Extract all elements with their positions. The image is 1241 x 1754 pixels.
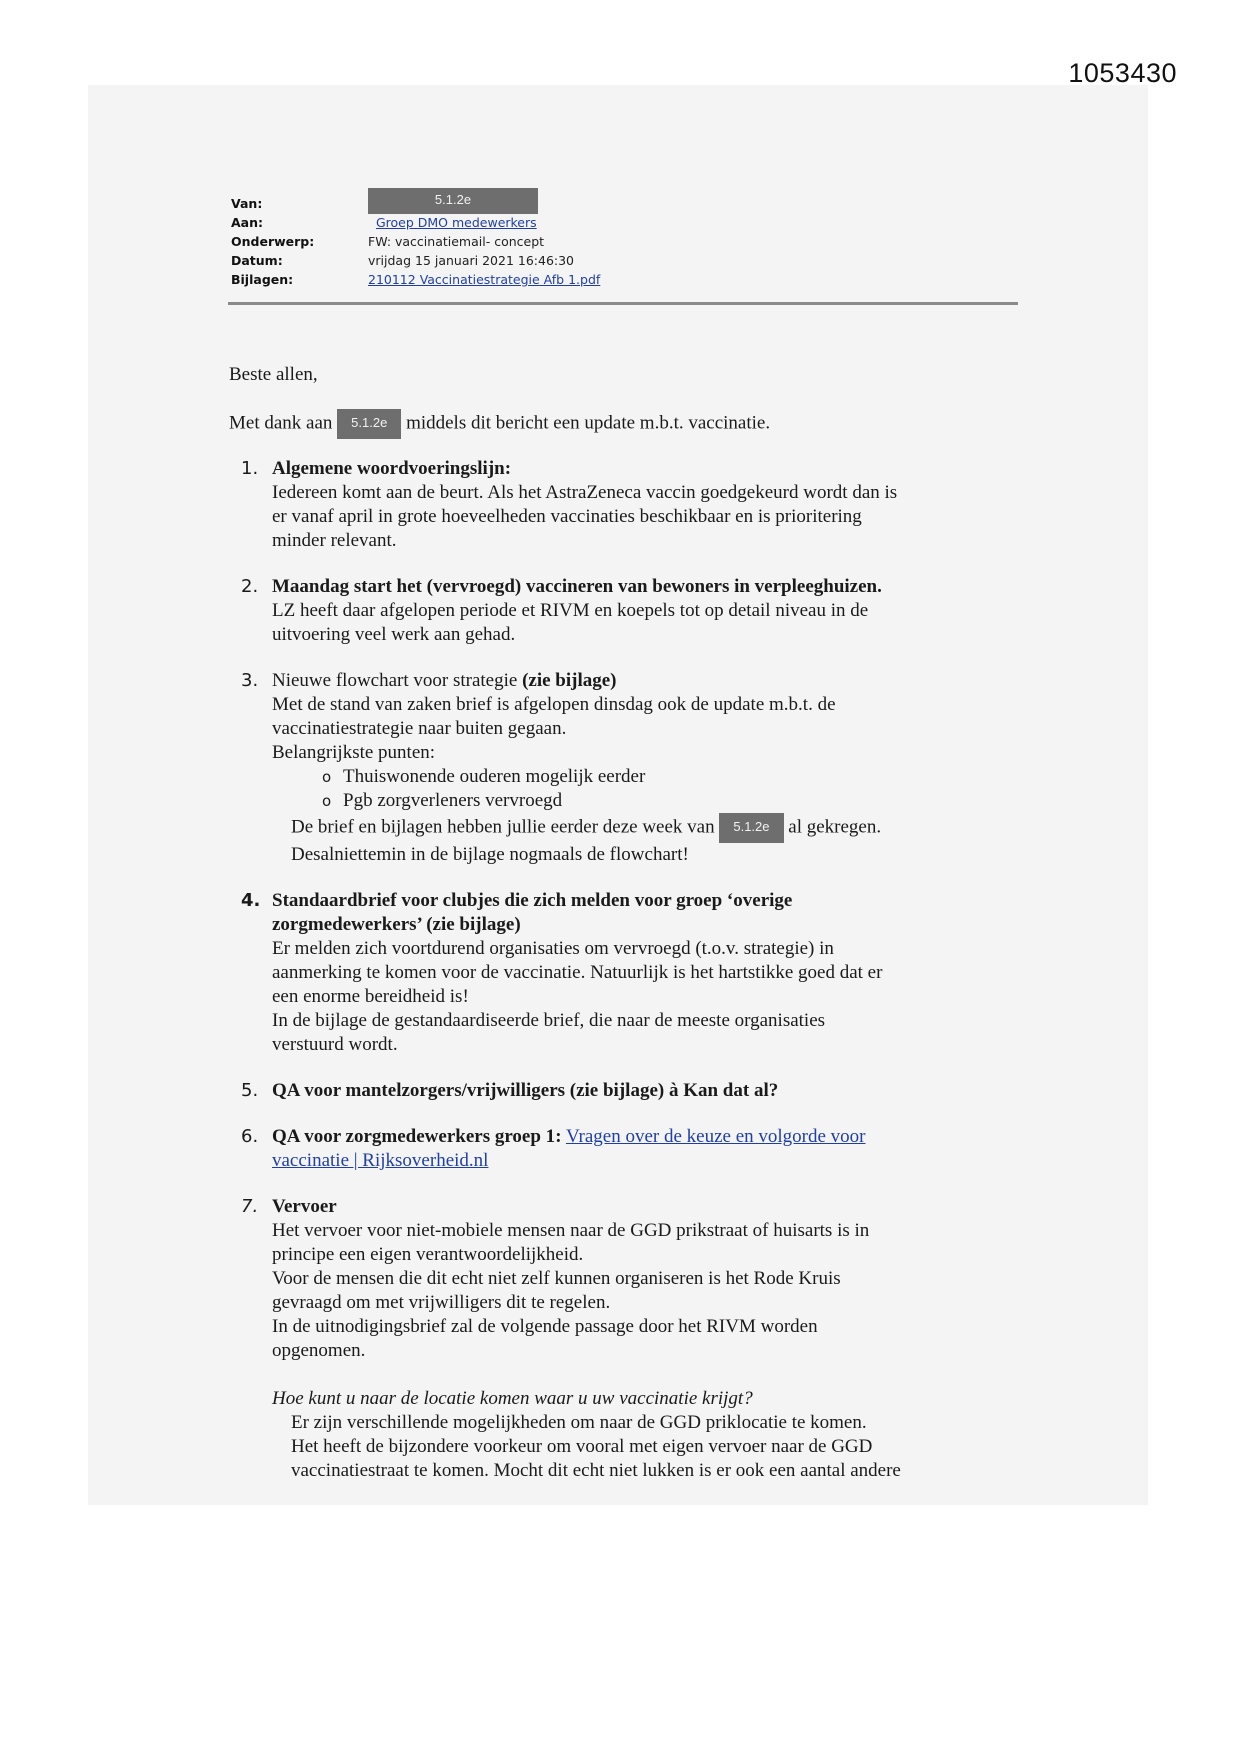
quote-title: Hoe kunt u naar de locatie komen waar u uw vaccinatie krijgt? bbox=[272, 1388, 753, 1409]
header-row-aan bbox=[231, 213, 1021, 232]
recipient-link[interactable]: Groep DMO medewerkers bbox=[375, 215, 537, 230]
redaction-box: 5.1.2e bbox=[337, 409, 401, 439]
item-number: 1. bbox=[241, 458, 259, 479]
attachment-link[interactable]: 210112 Vaccinatiestrategie Afb 1.pdf bbox=[368, 272, 601, 287]
redaction-box: 5.1.2e bbox=[368, 188, 538, 214]
item-number: 6. bbox=[241, 1126, 259, 1147]
item-title: Algemene woordvoeringslijn: bbox=[272, 458, 512, 479]
item-title: QA voor mantelzorgers/vrijwilligers (zie bijlage) à Kan dat al? bbox=[272, 1080, 779, 1101]
rijksoverheid-link[interactable]: Vragen over de keuze en volgorde voor bbox=[565, 1126, 866, 1147]
sub-bullet: o Pgb zorgverleners vervroegd bbox=[322, 789, 1029, 813]
redaction-box: 5.1.2e bbox=[719, 813, 783, 843]
header-row-van bbox=[231, 191, 1021, 213]
van-label: Van: bbox=[231, 196, 263, 211]
item-title: Standaardbrief voor clubjes die zich melden voor groep ‘overige bbox=[272, 890, 793, 911]
item-number: 3. bbox=[241, 670, 259, 691]
document-id: 1053430 bbox=[1068, 58, 1177, 88]
list-item-3: 3. Nieuwe flowchart voor strategie (zie bijlage) Met de stand van zaken brief is afgelopen dinsdag ook de update m.b.t. de vaccinatiestrategie naar buiten gegaan. Belangrijkste punten: o Thuiswonende ouderen mogelijk eerder o Pgb zorgverleners vervroegd De brief en bijlagen hebben jullie eerder deze week van 5.1.2e al gekregen. Desalniettemin in de bijlage nogmaals de flowchart! bbox=[229, 669, 1029, 867]
header-row-onderwerp bbox=[231, 232, 1021, 251]
header-row-bijlagen bbox=[231, 270, 1021, 289]
item-title: Nieuwe flowchart voor strategie (zie bijlage) bbox=[272, 670, 617, 691]
rijksoverheid-link-cont[interactable]: vaccinatie | Rijksoverheid.nl bbox=[272, 1150, 489, 1171]
header-row-datum bbox=[231, 251, 1021, 270]
subject-value: FW: vaccinatiemail- concept bbox=[368, 234, 545, 249]
item-title: Vervoer bbox=[272, 1196, 337, 1217]
item-number: 5. bbox=[241, 1080, 259, 1101]
list-item-2: 2. Maandag start het (vervroegd) vaccineren van bewoners in verpleeghuizen. LZ heeft daar afgelopen periode et RIVM en koepels tot op detail niveau in de uitvoering veel werk aan gehad. bbox=[241, 576, 882, 645]
list-item-4: 4. Standaardbrief voor clubjes die zich melden voor groep ‘overige zorgmedewerkers’ (zie bijlage) Er melden zich voortdurend organisaties om vervroegd (t.o.v. strategie) in aanmerking te komen voor de vaccinatie. Natuurlijk is het hartstikke goed dat er een enorme bereidheid is! In de bijlage de gestandaardiseerde brief, die naar de meeste organisaties verstuurd wordt. bbox=[241, 890, 883, 1055]
header-divider bbox=[228, 302, 1018, 305]
item-number: 2. bbox=[241, 576, 259, 597]
item-title: QA voor zorgmedewerkers groep 1 bbox=[272, 1126, 556, 1147]
datum-label: Datum: bbox=[231, 253, 283, 268]
sub-bullet: o Thuiswonende ouderen mogelijk eerder bbox=[322, 765, 1029, 789]
item-number: 4. bbox=[241, 890, 261, 911]
numbered-list bbox=[229, 457, 1029, 1483]
sub-bullet-list bbox=[272, 765, 1029, 813]
greeting: Beste allen, bbox=[229, 364, 318, 385]
email-body bbox=[229, 363, 1029, 1505]
list-item-5 bbox=[229, 1079, 1029, 1103]
bijlagen-label: Bijlagen: bbox=[231, 272, 294, 287]
aan-label: Aan: bbox=[231, 215, 264, 230]
email-header bbox=[231, 191, 1021, 289]
item-number: 7. bbox=[241, 1196, 259, 1217]
list-item-6: 6. QA voor zorgmedewerkers groep 1: Vragen over de keuze en volgorde voor vaccinatie | Rijksoverheid.nl bbox=[241, 1126, 866, 1171]
list-item-7: 7. Vervoer Het vervoer voor niet-mobiele mensen naar de GGD prikstraat of huisarts is in principe een eigen verantwoordelijkheid. Voor de mensen die dit echt niet zelf kunnen organiseren is het Rode Kruis gevraagd om met vrijwilligers dit te regelen. In de uitnodigingsbrief zal de volgende passage door het RIVM worden opgenomen. Hoe kunt u naar de locatie komen waar u uw vaccinatie krijgt? Er zijn verschillende mogelijkheden om naar de GGD priklocatie te komen. Het heeft de bijzondere voorkeur om vooral met eigen vervoer naar de GGD vaccinatiestraat te komen. Mocht dit echt niet lukken is er ook een aantal andere bbox=[229, 1195, 1029, 1483]
onderwerp-label: Onderwerp: bbox=[231, 234, 315, 249]
date-value: vrijdag 15 januari 2021 16:46:30 bbox=[368, 253, 575, 268]
item-title: Maandag start het (vervroegd) vaccineren van bewoners in verpleeghuizen. bbox=[272, 576, 882, 597]
list-item-1: 1. Algemene woordvoeringslijn: Iedereen komt aan de beurt. Als het AstraZeneca vaccin goedgekeurd wordt dan is er vanaf april in grote hoeveelheden vaccinaties beschikbaar en is prioritering minder relevant. bbox=[241, 458, 898, 551]
thanks-line: Met dank aan 5.1.2e middels dit bericht een update m.b.t. vaccinatie. bbox=[229, 409, 1029, 439]
